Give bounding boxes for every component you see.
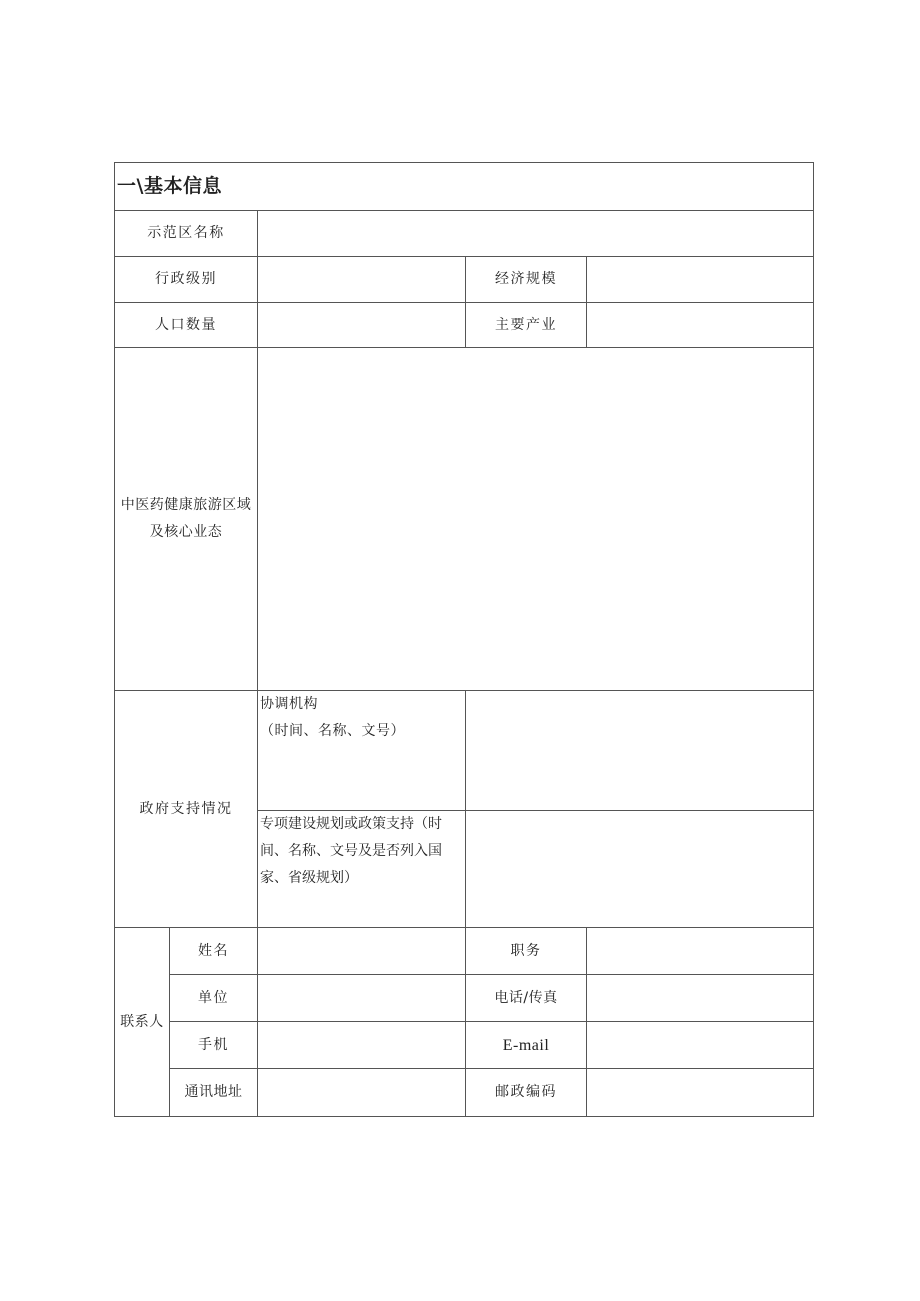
contact-postcode-label: 邮政编码 [465,1068,587,1117]
special-plan-field[interactable] [465,810,814,928]
demo-area-name-label: 示范区名称 [114,210,258,257]
population-label: 人口数量 [114,302,258,348]
contact-position-field[interactable] [586,927,814,975]
tcm-tourism-field[interactable] [257,347,814,691]
special-plan-line2: 间、名称、文号及是否列入国 [260,843,442,859]
contact-unit-label: 单位 [169,974,258,1022]
admin-level-field[interactable] [257,256,466,303]
tcm-tourism-label [114,347,258,691]
contact-position-label: 职务 [465,927,587,975]
tcm-tourism-label-line1: 中医药健康旅游区域 [120,497,252,513]
contact-email-label: E-mail [465,1021,587,1069]
contact-phone-fax-label: 电话/传真 [465,974,587,1022]
contact-label: 联系人 [114,927,170,1117]
basic-info-form-table [114,162,814,1117]
contact-email-field[interactable] [586,1021,814,1069]
main-industry-field[interactable] [586,302,814,348]
coordination-agency-line1: 协调机构 [260,696,318,712]
contact-name-label: 姓名 [169,927,258,975]
coordination-agency-field[interactable] [465,690,814,811]
government-support-label: 政府支持情况 [114,690,258,928]
economic-scale-field[interactable] [586,256,814,303]
special-plan-label [257,810,466,928]
contact-address-label: 通讯地址 [169,1068,258,1117]
contact-mobile-label: 手机 [169,1021,258,1069]
admin-level-label: 行政级别 [114,256,258,303]
contact-unit-field[interactable] [257,974,466,1022]
section-title: 一\基本信息 [114,162,814,211]
main-industry-label: 主要产业 [465,302,587,348]
tcm-tourism-label-line2: 及核心业态 [149,524,223,540]
contact-name-field[interactable] [257,927,466,975]
population-field[interactable] [257,302,466,348]
contact-postcode-field[interactable] [586,1068,814,1117]
coordination-agency-label [257,690,466,811]
demo-area-name-field[interactable] [257,210,814,257]
contact-phone-fax-field[interactable] [586,974,814,1022]
economic-scale-label: 经济规模 [465,256,587,303]
special-plan-line3: 家、省级规划） [260,870,358,886]
coordination-agency-line2: （时间、名称、文号） [260,723,405,739]
contact-address-field[interactable] [257,1068,466,1117]
contact-mobile-field[interactable] [257,1021,466,1069]
special-plan-line1: 专项建设规划或政策支持（时 [260,816,442,832]
